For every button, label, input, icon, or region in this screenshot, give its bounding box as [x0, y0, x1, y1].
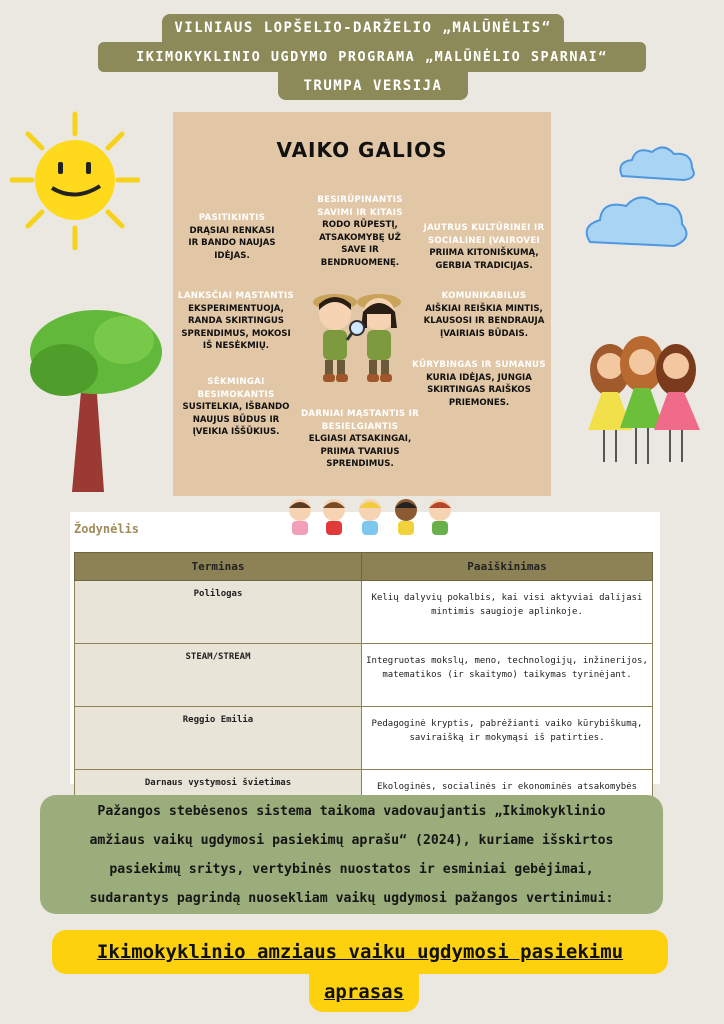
achievements-link-box-2 [309, 970, 419, 1012]
tree-icon [24, 300, 174, 500]
note-text: Pažangos stebėsenos sistema taikoma vadovaujantis „Ikimokyklinio [97, 804, 606, 819]
explanation-text: Pedagoginė kryptis, pabrėžianti vaiko kūrybiškumą, [371, 719, 643, 729]
achievements-link-box [52, 930, 668, 974]
strength-item [299, 408, 421, 471]
strength-text: AIŠKIAI REIŠKIA MINTIS, [425, 303, 543, 314]
strength-text: SKIRTINGAS RAIŠKOS [427, 385, 531, 395]
strength-text: ATSAKOMYBĘ UŽ [319, 232, 401, 243]
term-cell: Polilogas [75, 581, 362, 644]
explanation-cell [362, 581, 653, 644]
strength-text: GERBIA TRADICIJAS. [435, 260, 533, 271]
explanation-text: mintimis saugioje aplinkoje. [431, 607, 583, 617]
table-row [75, 644, 653, 707]
strength-text: DRĄSIAI RENKASI [189, 225, 275, 236]
girls-drawing-icon [582, 330, 710, 470]
column-header-term: Terminas [75, 553, 362, 581]
strength-text: IDĖJAS. [214, 250, 250, 261]
explorer-kids-icon [305, 288, 409, 388]
table-row [75, 707, 653, 770]
strength-item [417, 290, 551, 340]
strength-text: RODO RŪPESTĮ, [322, 220, 398, 230]
strength-text: ELGIASI ATSAKINGAI, [308, 434, 412, 444]
explanation-cell [362, 644, 653, 707]
table-row [75, 581, 653, 644]
strength-item [177, 212, 287, 262]
strength-text: SPRENDIMUS, MOKOSI [181, 328, 291, 339]
strength-item [407, 359, 551, 409]
cloud-icon [612, 140, 702, 185]
glossary-label: Žodynėlis [74, 522, 140, 536]
note-text: pasiekimų sritys, vertybinės nuostatos ir esminiai gebėjimai, [109, 862, 594, 877]
strength-heading: JAUTRUS KULTŪRINEI IR SOCIALINEI ĮVAIROVEI [423, 223, 545, 246]
strength-text: IR BANDO NAUJAS [188, 238, 276, 248]
strength-heading: KOMUNIKABILUS [441, 291, 527, 301]
explanation-text: Integruotas mokslų, meno, technologijų, inžinerijos, [366, 656, 648, 666]
strength-text: IŠ NESĖKMIŲ. [202, 341, 270, 351]
strength-text: NAUJUS BŪDUS IR [192, 414, 280, 425]
strength-heading: SĖKMINGAI BESIMOKANTIS [197, 377, 275, 400]
title-line-1: VILNIAUS LOPŠELIO-DARŽELIO „MALŪNĖLIS“ [162, 14, 564, 42]
strength-text: PRIIMA TVARIUS [320, 446, 400, 457]
strength-item [173, 290, 299, 353]
strength-text: BENDRUOMENĘ. [320, 257, 400, 268]
strength-text: ĮVEIKIA IŠŠŪKIUS. [192, 427, 280, 437]
strength-text: PRIIMA KITONIŠKUMĄ, [429, 248, 539, 258]
explanation-cell [362, 707, 653, 770]
strength-item [417, 222, 551, 272]
strength-text: SAVE IR [341, 245, 379, 255]
strength-text: SUSITELKIA, IŠBANDO [182, 402, 290, 412]
cloud-icon [578, 186, 698, 256]
explanation-text: Ekologinės, socialinės ir ekonominės atsakomybės [376, 782, 638, 792]
term-cell: Reggio Emilia [75, 707, 362, 770]
glossary-card [70, 512, 660, 792]
explanation-text: matematikos (ir skaitymo) taikymas tyrinėjant. [382, 670, 632, 680]
strength-text: RANDA SKIRTINGUS [188, 316, 284, 326]
strengths-panel [173, 112, 551, 496]
sun-icon [10, 110, 140, 250]
strength-text: KURIA IDĖJAS, JUNGIA [426, 372, 532, 383]
strength-heading: BESIRŪPINANTIS SAVIMI IR KITAIS [317, 195, 403, 218]
strength-heading: KŪRYBINGAS IR SUMANUS [412, 360, 546, 370]
strength-heading: LANKSČIAI MĄSTANTIS [178, 291, 294, 301]
children-icon [284, 496, 464, 536]
column-header-explanation: Paaiškinimas [362, 553, 653, 581]
strength-item [305, 194, 415, 269]
glossary-table [74, 552, 653, 833]
strength-heading: DARNIAI MĄSTANTIS IR BESIELGIANTIS [300, 409, 420, 432]
strengths-title: VAIKO GALIOS [276, 138, 448, 162]
strength-text: PRIEMONES. [448, 397, 510, 408]
explanation-text: saviraišką ir mokymąsi iš patirties. [409, 733, 605, 743]
achievements-link[interactable]: Ikimokyklinio amziaus vaiku ugdymosi pasiekimu [96, 941, 624, 963]
title-line-2: IKIMOKYKLINIO UGDYMO PROGRAMA „MALŪNĖLIO SPARNAI“ [98, 42, 646, 72]
term-cell: STEAM/STREAM [75, 644, 362, 707]
strength-text: ĮVAIRIAIS BŪDAIS. [440, 328, 528, 339]
achievements-link-continued[interactable]: aprasas [323, 981, 405, 1003]
progress-note [40, 795, 663, 914]
title-line-3: TRUMPA VERSIJA [278, 72, 468, 100]
strength-item [173, 376, 299, 439]
explanation-text: Kelių dalyvių pokalbis, kai visi aktyviai dalijasi [371, 593, 643, 603]
strength-text: SPRENDIMUS. [326, 459, 394, 469]
strength-text: KLAUSOSI IR BENDRAUJA [423, 316, 545, 326]
strength-text: EKSPERIMENTUOJA, [188, 303, 284, 314]
term-cell: Darnaus vystymosi švietimas [75, 770, 362, 833]
strength-heading: PASITIKINTIS [198, 213, 266, 223]
note-text: amžiaus vaikų ugdymosi pasiekimų aprašu“ (2024), kuriame išskirtos [89, 833, 614, 848]
note-text: sudarantys pagrindą nuosekliam vaikų ugdymosi pažangos vertinimui: [89, 891, 614, 906]
